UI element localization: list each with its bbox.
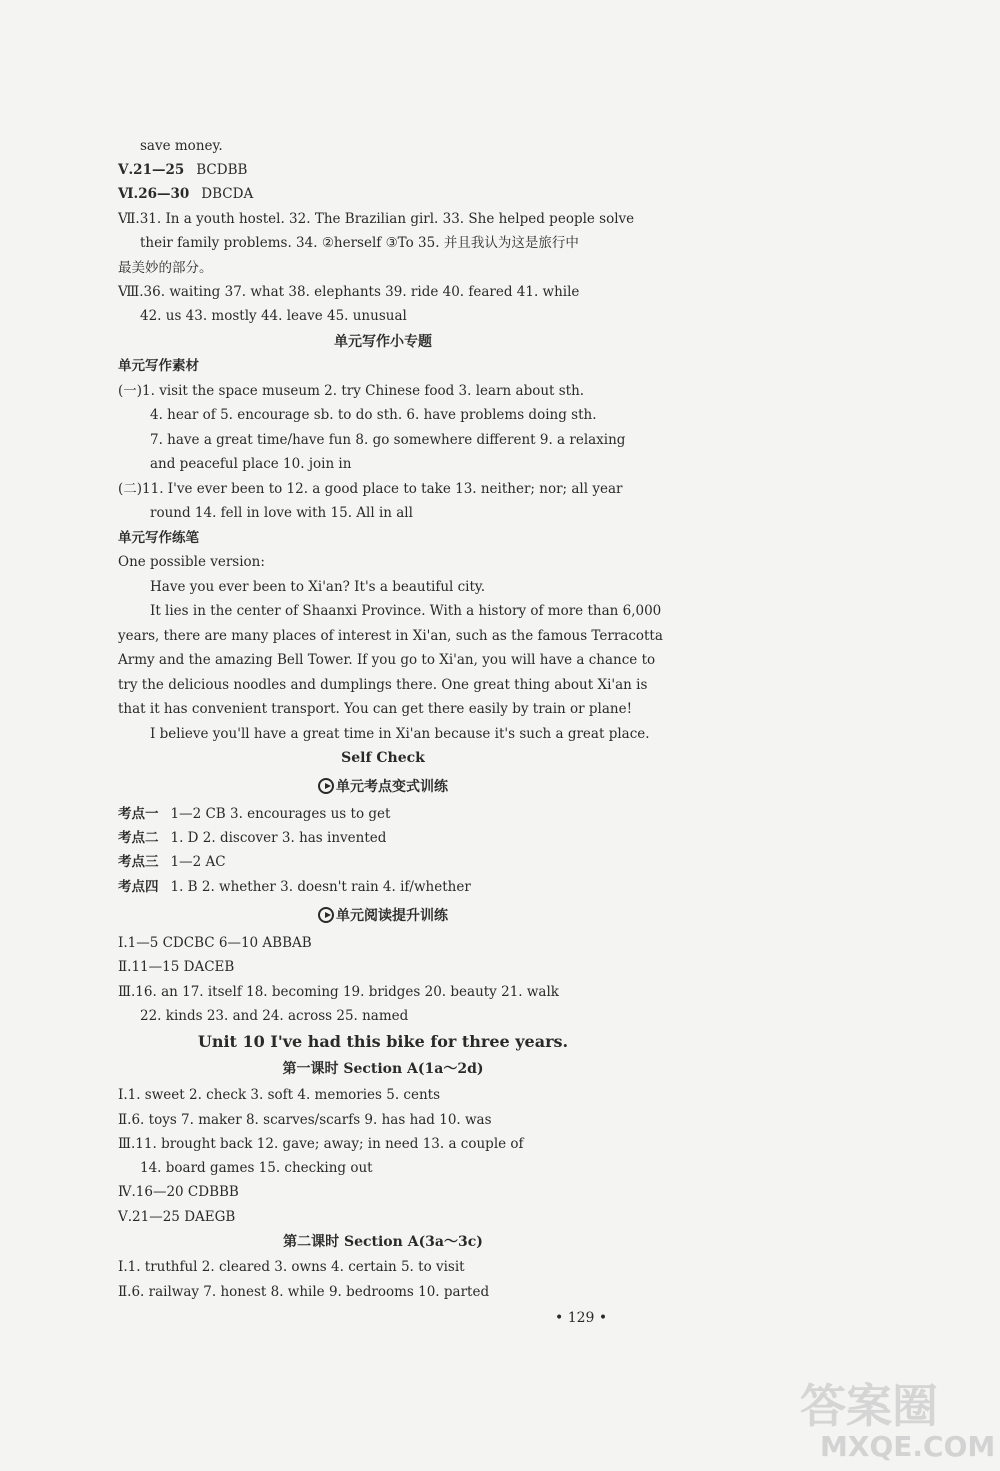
point-label: 考点二 (118, 830, 159, 846)
answer-line (118, 852, 226, 872)
answer-line (118, 184, 253, 204)
text-line: their family problems. 34. ②herself ③To 35. 并且我认为这是旅行中 (140, 235, 579, 251)
text-line: Ⅳ.16—20 CDBBB (118, 1184, 239, 1200)
text-line: Ⅱ.6. toys 7. maker 8. scarves/scarfs 9. has had 10. was (118, 1112, 492, 1128)
section-heading (118, 906, 648, 926)
text-line: (二)11. I've ever been to 12. a good place to take 13. neither; nor; all year (118, 481, 623, 497)
answer-number: Ⅵ.26—30 (118, 186, 190, 202)
play-arrow-icon (318, 778, 334, 794)
section-heading (118, 777, 648, 797)
text-line: Ⅲ.16. an 17. itself 18. becoming 19. bridges 20. beauty 21. walk (118, 984, 559, 1000)
watermark-url: MXQE.COM (820, 1430, 996, 1463)
heading-text: 单元阅读提升训练 (336, 908, 448, 924)
subsection-heading: 单元写作素材 (118, 358, 199, 374)
text-line: Ⅴ.21—25 DAEGB (118, 1209, 236, 1225)
answer-number: Ⅴ.21—25 (118, 162, 185, 178)
text-line: 22. kinds 23. and 24. across 25. named (140, 1008, 409, 1024)
essay-line: try the delicious noodles and dumplings there. One great thing about Xi'an is (118, 677, 648, 693)
point-label: 考点四 (118, 879, 159, 895)
point-label: 考点一 (118, 806, 159, 822)
text-line: One possible version: (118, 554, 265, 570)
answer-line (118, 828, 386, 848)
answer-line (118, 160, 247, 180)
heading-text: 单元考点变式训练 (336, 779, 448, 795)
answer-text: 1. D 2. discover 3. has invented (170, 830, 387, 846)
answer-line (118, 804, 390, 824)
essay-line: Have you ever been to Xi'an? It's a beautiful city. (150, 579, 486, 595)
subsection-heading: 单元写作练笔 (118, 530, 199, 546)
point-label: 考点三 (118, 854, 159, 870)
section-heading: 单元写作小专题 (334, 334, 432, 350)
unit-title: Unit 10 I've had this bike for three years. (197, 1032, 569, 1051)
lesson-heading: 第二课时 Section A(3a～3c) (283, 1234, 483, 1250)
essay-line: I believe you'll have a great time in Xi'an because it's such a great place. (150, 726, 650, 742)
essay-line: Army and the amazing Bell Tower. If you go to Xi'an, you will have a chance to (118, 652, 656, 668)
text-line: Ⅶ.31. In a youth hostel. 32. The Brazilian girl. 33. She helped people solve (118, 211, 635, 227)
answer-text: DBCDA (201, 186, 254, 202)
text-line: (一)1. visit the space museum 2. try Chinese food 3. learn about sth. (118, 383, 585, 399)
text-line: 最美妙的部分。 (118, 260, 213, 276)
essay-line: years, there are many places of interest in Xi'an, such as the famous Terracotta (118, 628, 663, 644)
text-line: save money. (140, 138, 223, 154)
text-line: Ⅰ.1. truthful 2. cleared 3. owns 4. certain 5. to visit (118, 1259, 465, 1275)
text-line: Ⅰ.1. sweet 2. check 3. soft 4. memories 5. cents (118, 1087, 441, 1103)
text-line: Ⅷ.36. waiting 37. what 38. elephants 39. ride 40. feared 41. while (118, 284, 580, 300)
text-line: 14. board games 15. checking out (140, 1160, 373, 1176)
essay-line: It lies in the center of Shaanxi Province. With a history of more than 6,000 (150, 603, 662, 619)
text-line: 42. us 43. mostly 44. leave 45. unusual (140, 308, 407, 324)
text-line: round 14. fell in love with 15. All in all (150, 505, 413, 521)
answer-text: 1—2 CB 3. encourages us to get (170, 806, 391, 822)
text-line: Ⅲ.11. brought back 12. gave; away; in need 13. a couple of (118, 1136, 524, 1152)
play-arrow-icon (318, 907, 334, 923)
page-number: • 129 • (555, 1310, 608, 1326)
watermark-logo (800, 1370, 996, 1465)
text-line: Ⅰ.1—5 CDCBC 6—10 ABBAB (118, 935, 312, 951)
watermark-text: 答案圈 (800, 1379, 938, 1433)
text-line: Ⅱ.11—15 DACEB (118, 959, 235, 975)
answer-text: 1. B 2. whether 3. doesn't rain 4. if/whether (170, 879, 471, 895)
lesson-heading: 第一课时 Section A(1a～2d) (282, 1061, 484, 1077)
answer-text: BCDBB (196, 162, 248, 178)
essay-line: that it has convenient transport. You can get there easily by train or plane! (118, 701, 633, 717)
text-line: and peaceful place 10. join in (150, 456, 352, 472)
text-line: 7. have a great time/have fun 8. go somewhere different 9. a relaxing (150, 432, 626, 448)
answer-line (118, 877, 471, 897)
text-line: Ⅱ.6. railway 7. honest 8. while 9. bedrooms 10. parted (118, 1284, 490, 1300)
section-heading: Self Check (341, 750, 425, 766)
text-line: 4. hear of 5. encourage sb. to do sth. 6. have problems doing sth. (150, 407, 597, 423)
answer-text: 1—2 AC (170, 854, 226, 870)
